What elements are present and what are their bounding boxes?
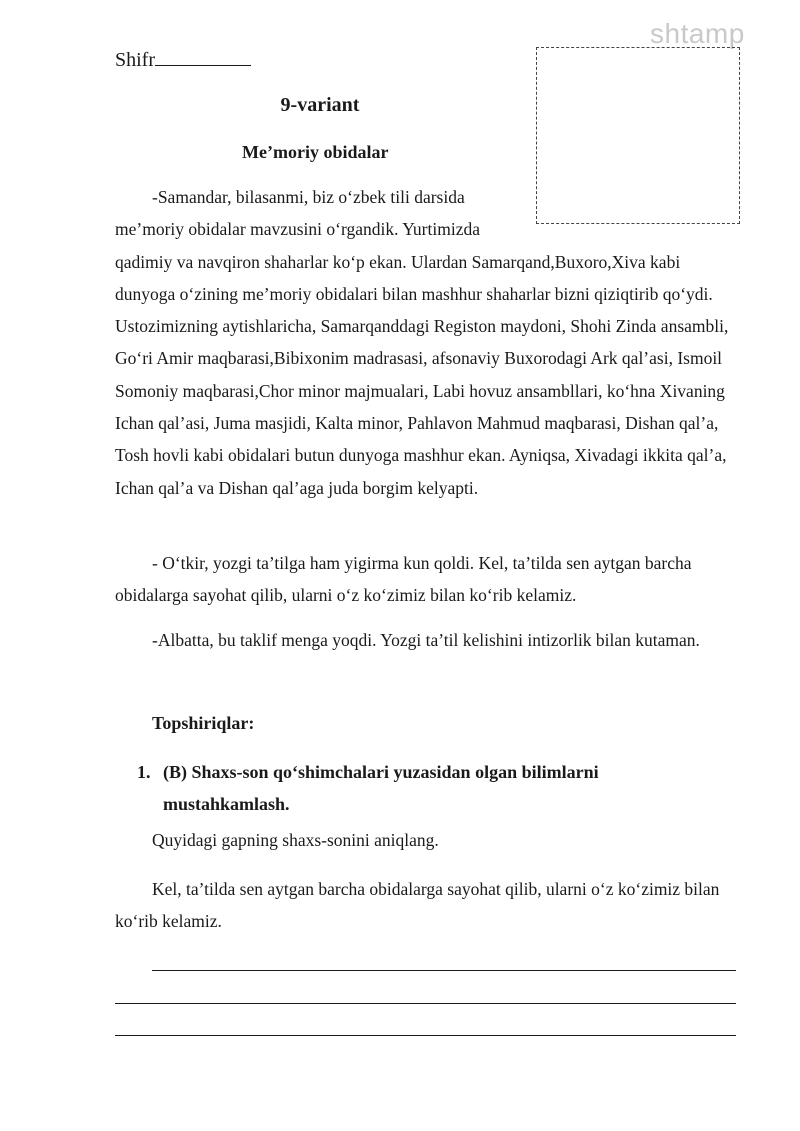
- paragraph-1-line-1: -Samandar, bilasanmi, biz o‘zbek tili darsida: [152, 187, 465, 207]
- variant-heading: 9-variant: [280, 94, 360, 116]
- paragraph-1-line-2: me’moriy obidalar mavzusini o‘rgandik. Yurtimizda: [115, 219, 480, 240]
- task-1-sentence: Kel, ta’tilda sen aytgan barcha obidalarga sayohat qilib, ularni o‘z ko‘zimiz bilan ko‘rib kelamiz.: [115, 879, 720, 932]
- task-1-title-line-1: (B) Shaxs-son qo‘shimchalari yuzasidan olgan bilimlarni: [163, 762, 599, 782]
- paragraph-1: [115, 181, 740, 504]
- task-1: [137, 756, 717, 820]
- paragraph-2: - O‘tkir, yozgi ta’tilga ham yigirma kun qoldi. Kel, ta’tilda sen aytgan barcha obidalarga sayohat qilib, ularni o‘z ko‘zimiz bilan ko‘rib kelamiz.: [115, 553, 692, 606]
- tasks-heading: Topshiriqlar:: [152, 713, 255, 733]
- stamp-watermark: shtamp: [650, 18, 745, 49]
- task-1-title-line-2: mustahkamlash.: [163, 794, 290, 814]
- shifr-field: [115, 48, 251, 72]
- answer-line-1[interactable]: [152, 970, 736, 971]
- answer-line-3[interactable]: [115, 1035, 736, 1036]
- paragraph-1-rest: qadimiy va navqiron shaharlar ko‘p ekan. Ulardan Samarqand,Buxoro,Xiva kabi dunyoga o‘zining me’moriy obidalari bilan mashhur shaharlar bizni qiziqtirib qo‘ydi. Ustozimizning aytishlaricha, Samarqanddagi Registon maydoni, Shohi Zinda ansambli, Go‘ri Amir maqbarasi,Bibixonim madrasasi, afsonaviy Buxorodagi Ark qal’asi, Ismoil Somoniy maqbarasi,Chor minor majmualari, Labi hovuz ansambllari, ko‘hna Xivaning Ichan qal’asi, Juma masjidi, Kalta minor, Pahlavon Mahmud maqbarasi, Dishan qal’a, Tosh hovli kabi obidalari butun dunyoga mashhur ekan. Ayniqsa, Xivadagi ikkita qal’a, Ichan qal’a va Dishan qal’aga juda borgim kelyapti.: [115, 251, 729, 498]
- task-1-instruction: Quyidagi gapning shaxs-sonini aniqlang.: [152, 830, 439, 850]
- shifr-label: Shifr: [115, 49, 155, 71]
- answer-line-2[interactable]: [115, 1003, 736, 1004]
- task-1-number: 1.: [137, 762, 151, 782]
- paragraph-3: -Albatta, bu taklif menga yoqdi. Yozgi ta’til kelishini intizorlik bilan kutaman.: [152, 630, 700, 650]
- shifr-blank-line[interactable]: [155, 48, 251, 66]
- text-title: Me’moriy obidalar: [242, 142, 389, 162]
